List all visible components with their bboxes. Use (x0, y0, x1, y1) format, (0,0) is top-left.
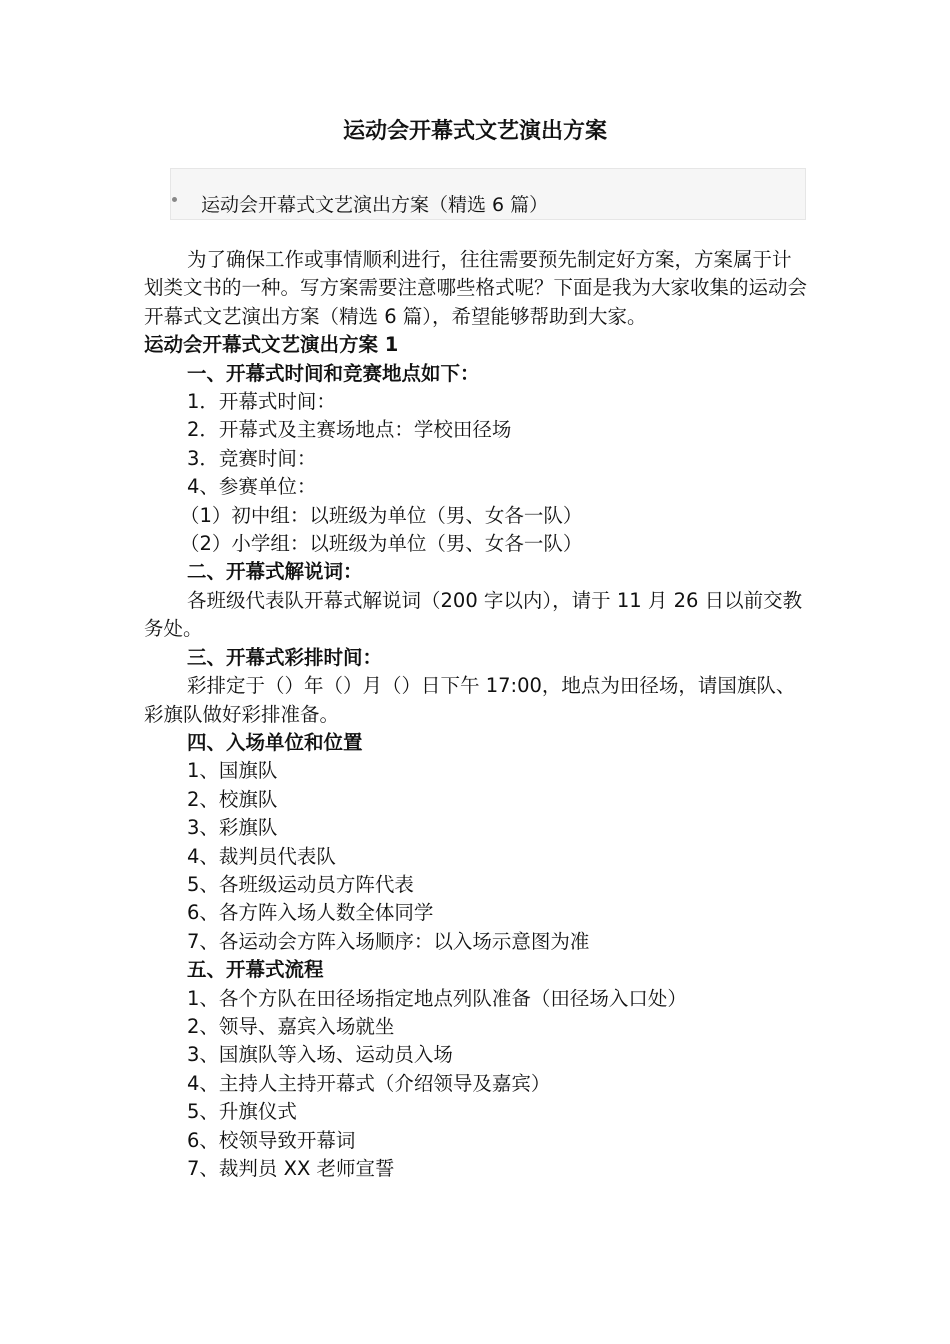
article-heading: 运动会开幕式文艺演出方案 1 (144, 333, 399, 357)
section-heading: 三、开幕式彩排时间： (187, 645, 383, 669)
list-item: （1）初中组：以班级为单位（男、女各一队） (180, 503, 583, 527)
list-item: 2、领导、嘉宾入场就坐 (187, 1014, 395, 1038)
list-item: 2、校旗队 (187, 787, 278, 811)
list-item: 6、校领导致开幕词 (187, 1128, 356, 1152)
list-item: 5、各班级运动员方阵代表 (187, 872, 414, 896)
section-heading: 一、开幕式时间和竞赛地点如下： (187, 361, 480, 385)
article-body (144, 246, 808, 1183)
list-item: 6、各方阵入场人数全体同学 (187, 901, 434, 925)
list-item: 5、升旗仪式 (187, 1100, 297, 1124)
section-heading: 四、入场单位和位置 (187, 730, 363, 754)
list-item: 3、彩旗队 (187, 816, 278, 840)
list-item: 7、各运动会方阵入场顺序：以入场示意图为准 (187, 929, 590, 953)
section-paragraph: 各班级代表队开幕式解说词（200 字以内），请于 11 月 26 日以前交教务处。 (144, 588, 803, 641)
list-item: 1、国旗队 (187, 759, 278, 783)
bullet-icon (172, 197, 177, 202)
document-title: 运动会开幕式文艺演出方案 (342, 119, 607, 144)
list-item: 1．开幕式时间： (187, 390, 336, 414)
list-item: 3．竞赛时间： (187, 446, 317, 470)
toc-link[interactable]: 运动会开幕式文艺演出方案（精选 6 篇） (201, 194, 549, 216)
section-heading: 二、开幕式解说词： (187, 560, 363, 584)
list-item: 4、参赛单位： (187, 475, 317, 499)
list-item: 3、国旗队等入场、运动员入场 (187, 1043, 453, 1067)
intro-paragraph: 为了确保工作或事情顺利进行，往往需要预先制定好方案，方案属于计划类文书的一种。写方案需要注意哪些格式呢？下面是我为大家收集的运动会开幕式文艺演出方案（精选 6 篇），希望能够帮助到大家。 (144, 248, 808, 328)
list-item: 4、主持人主持开幕式（介绍领导及嘉宾） (187, 1071, 551, 1095)
list-item: 7、裁判员 XX 老师宣誓 (187, 1157, 395, 1180)
list-item: 2．开幕式及主赛场地点：学校田径场 (187, 418, 512, 442)
section-paragraph: 彩排定于（）年（）月（）日下午 17:00，地点为田径场，请国旗队、彩旗队做好彩排准备。 (144, 674, 796, 726)
list-item: （2）小学组：以班级为单位（男、女各一队） (180, 532, 583, 556)
section-heading: 五、开幕式流程 (187, 958, 324, 982)
list-item: 4、裁判员代表队 (187, 844, 336, 868)
list-item: 1、各个方队在田径场指定地点列队准备（田径场入口处） (187, 986, 687, 1010)
table-of-contents (170, 168, 806, 220)
